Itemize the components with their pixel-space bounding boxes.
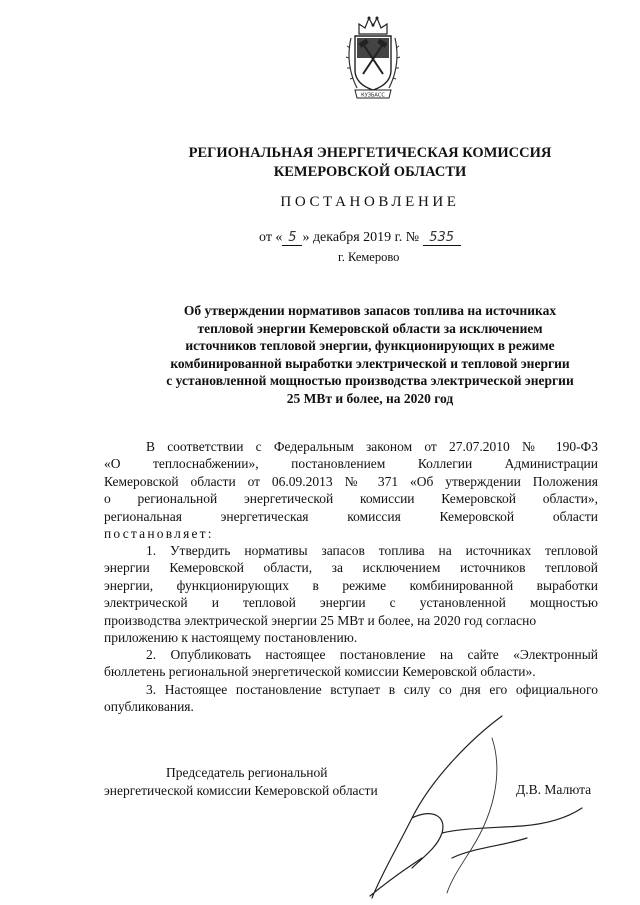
item-line: 2. Опубликовать настоящее постановление на сайте «Электронный — [146, 647, 598, 662]
title-line: с установленной мощностью производства электрической энергии — [166, 373, 574, 388]
item-line: 1. Утвердить нормативы запасов топлива на источниках тепловой — [146, 543, 598, 558]
item-line: производства электрической энергии 25 МВт и более, на 2020 год согласно — [104, 612, 537, 628]
item-line: энергии Кемеровской области, за исключением источников тепловой — [104, 560, 598, 576]
title-line: комбинированной выработки электрической и тепловой энергии — [170, 355, 570, 371]
preamble-line: Кемеровской области от 06.09.2013 № 371 «Об утверждении Положения — [104, 473, 598, 489]
org-name-line1: РЕГИОНАЛЬНАЯ ЭНЕРГЕТИЧЕСКАЯ КОМИССИЯ — [188, 145, 552, 161]
item-line: опубликования. — [104, 699, 194, 715]
position-line2: энергетической комиссии Кемеровской области — [104, 782, 378, 798]
item-line: приложению к настоящему постановлению. — [104, 630, 358, 646]
resolves-word: постановляет: — [104, 526, 214, 542]
item-line: 3. Настоящее постановление вступает в силу со дня его официального — [146, 682, 598, 697]
date-mid: » декабря 2019 г. № — [302, 230, 420, 245]
handwritten-signature-icon — [352, 708, 592, 903]
document-title — [90, 302, 640, 407]
item-line: энергии, функционирующих в режиме комбинированной выработки — [104, 577, 598, 593]
signatory-name: Д.В. Малюта — [516, 782, 592, 797]
document-type: ПОСТАНОВЛЕНИЕ — [280, 194, 460, 210]
item-line: бюллетень региональной энергетической комиссии Кемеровской области». — [104, 664, 536, 680]
motto-text: КУЗБАСС — [361, 92, 385, 99]
item-2 — [104, 646, 598, 681]
position-line1: Председатель региональной — [166, 765, 328, 780]
handwritten-number: 535 — [423, 231, 461, 246]
title-line: тепловой энергии Кемеровской области за исключением — [197, 320, 543, 336]
org-name-line2: КЕМЕРОВСКОЙ ОБЛАСТИ — [273, 164, 467, 180]
preamble-line: «О теплоснабжении», постановлением Коллегии Администрации — [104, 456, 598, 472]
preamble-line: В соответствии с Федеральным законом от 27.07.2010 № 190-ФЗ — [146, 439, 598, 454]
preamble-line: региональная энергетическая комиссия Кемеровской области — [104, 508, 598, 524]
item-line: электрической и тепловой энергии с установленной мощностью — [104, 595, 598, 611]
coat-of-arms-icon — [345, 14, 401, 102]
title-line: 25 МВт и более, на 2020 год — [286, 390, 454, 406]
city: г. Кемерово — [338, 250, 400, 264]
item-1 — [104, 542, 598, 646]
preamble — [104, 438, 598, 542]
title-line: Об утверждении нормативов запасов топлива на источниках — [183, 303, 557, 318]
preamble-line: о региональной энергетической комиссии Кемеровской области», — [104, 491, 598, 507]
handwritten-day: 5 — [282, 231, 302, 246]
date-prefix: от « — [259, 230, 283, 245]
title-line: источников тепловой энергии, функционирующих в режиме — [185, 338, 555, 353]
date-line — [259, 230, 461, 246]
